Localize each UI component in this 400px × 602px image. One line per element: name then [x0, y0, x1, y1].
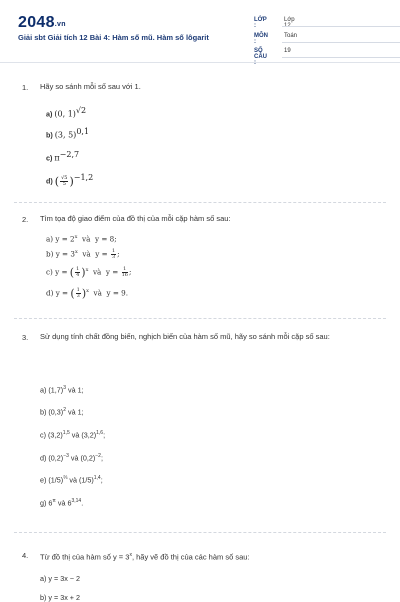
exponent: 1,4 [93, 475, 101, 481]
meta-key: MÔN : [254, 33, 268, 45]
value-1: (3,2) [48, 430, 63, 440]
fraction [111, 249, 116, 260]
exponent: 3 [63, 385, 66, 391]
question-text: Tìm tọa độ giao điểm của đồ thị của mỗi cặp hàm số sau: [40, 214, 231, 223]
fraction [122, 267, 128, 278]
value-2: (1/5) [78, 475, 94, 485]
fraction-numerator: 1 [111, 248, 116, 254]
function-1: y = 3 [55, 249, 75, 259]
item-label: c) [40, 430, 46, 440]
punctuation: ; [100, 453, 103, 463]
conjunction: và [93, 288, 102, 298]
conjunction: và [67, 407, 76, 417]
function-2: y = 9. [106, 288, 128, 298]
exponent: 1,5 [62, 430, 70, 436]
question-number: 3. [22, 333, 29, 342]
exponent: x [85, 267, 89, 274]
q2-item-d [46, 287, 128, 300]
item-exponent: √2 [75, 106, 87, 115]
item-label: a) [46, 109, 53, 119]
q1-item-b [46, 127, 89, 139]
item-base: (3, 5) [54, 130, 77, 140]
item-label: c) [46, 267, 53, 277]
q4-item-a [40, 574, 80, 583]
punctuation: . [81, 498, 84, 508]
paren-open: ( [70, 287, 75, 300]
question-number: 2. [22, 215, 29, 224]
item-exponent: 0,1 [76, 127, 90, 136]
punctuation: ; [128, 267, 132, 277]
paren-open: ( [54, 174, 60, 188]
q4-item-b [40, 593, 80, 602]
item-label: g) [40, 498, 47, 508]
question-separator [14, 202, 386, 203]
q3-item-e [40, 475, 103, 484]
value-2: 6 [67, 498, 72, 508]
paren-open: ( [69, 266, 75, 279]
function-1: y = 2 [55, 234, 75, 244]
item-label: d) [46, 176, 53, 186]
item-label: b) [40, 407, 47, 417]
item-label: a) [40, 574, 47, 583]
value-1: 6 [48, 498, 53, 508]
conjunction: và [82, 234, 91, 244]
question-separator [14, 318, 386, 319]
question-text [40, 549, 385, 564]
q2-item-b [46, 249, 120, 260]
value-1: (0,3) [48, 407, 64, 417]
q3-item-c [40, 430, 105, 439]
expression: y = 3x + 2 [48, 593, 80, 602]
expression: y = 3x − 2 [48, 574, 80, 583]
exponent: 3,14 [71, 498, 82, 504]
item-label: b) [46, 249, 54, 259]
fraction-numerator: √5 [61, 174, 68, 181]
conjunction: và [67, 385, 76, 395]
fraction [60, 176, 68, 187]
value-2: (0,2) [80, 453, 96, 463]
question-number: 4. [22, 551, 29, 560]
logo-suffix: .vn [54, 21, 66, 28]
exponent: x [74, 234, 78, 240]
exponent: x [74, 249, 78, 256]
paren-close: ) [69, 174, 74, 188]
question-text: Hãy so sánh mỗi số sau với 1. [40, 82, 141, 91]
question-separator [14, 532, 386, 533]
function-2: y = 8; [94, 234, 117, 244]
paren-close: ) [81, 287, 87, 300]
item-base: (0, 1) [54, 109, 76, 119]
meta-value: Toán [284, 33, 298, 39]
function-2: y = [105, 267, 121, 277]
value-1: (0,2) [48, 453, 64, 463]
conjunction: và [71, 430, 80, 440]
item-label: b) [46, 130, 53, 140]
item-label: a) [40, 385, 47, 395]
meta-underline [282, 26, 400, 27]
fraction-denominator: 3 [111, 254, 116, 260]
q2-item-c [46, 266, 131, 279]
item-label: a) [46, 234, 54, 244]
exponent: 1,6 [96, 430, 104, 436]
value-2: 1; [77, 407, 84, 417]
value-2: (3,2) [81, 430, 97, 440]
punctuation: ; [103, 430, 106, 440]
meta-value: 19 [284, 48, 291, 54]
value-1: (1,7) [48, 385, 64, 395]
conjunction: và [57, 498, 66, 508]
logo-text: 2048 [18, 14, 55, 31]
q3-item-b [40, 407, 84, 416]
meta-underline [282, 57, 400, 58]
exponent: π [52, 498, 56, 504]
fraction-numerator: 1 [76, 266, 80, 272]
q3-item-g [40, 498, 83, 507]
fraction [76, 288, 81, 299]
fraction-numerator: 1 [123, 266, 127, 272]
meta-key: SỐ CÂU : [254, 48, 267, 66]
q2-item-a [46, 234, 117, 243]
function-1: y = [55, 267, 70, 277]
item-base: π [54, 153, 60, 163]
question-number: 1. [22, 83, 29, 92]
header-divider [0, 62, 400, 63]
meta-underline [282, 42, 400, 43]
q3-item-d [40, 453, 103, 462]
question-text: Sử dụng tính chất đồng biến, nghịch biến của hàm số mũ, hãy so sánh mỗi cặp số sau: [40, 332, 330, 341]
q3-item-a [40, 385, 84, 394]
value-1: (1/5) [48, 475, 64, 485]
q1-item-a [46, 106, 86, 118]
item-label: d) [40, 453, 47, 463]
paren-close: ) [81, 266, 86, 279]
exponent: x [129, 552, 132, 558]
site-logo[interactable] [18, 14, 66, 32]
fraction-denominator: 16 [121, 272, 128, 278]
meta-key: LỚP : [254, 17, 267, 29]
value-2: 1; [77, 385, 84, 395]
item-label: b) [40, 593, 47, 602]
fraction-denominator: 5 [62, 180, 66, 187]
fraction-denominator: 4 [76, 272, 80, 278]
fraction [75, 267, 80, 278]
question-text-tail: , hãy vẽ đồ thị của các hàm số sau: [131, 552, 250, 562]
fraction-denominator: 3 [76, 293, 80, 299]
q1-item-d [46, 173, 93, 188]
exponent: −2 [95, 453, 101, 459]
exponent: ⅔ [63, 475, 68, 481]
conjunction: và [69, 475, 77, 485]
function-1: y = [55, 288, 71, 298]
exponent: −3 [63, 453, 69, 459]
function-2: y = [95, 249, 110, 259]
exponent: x [86, 288, 89, 295]
punctuation: ; [100, 475, 103, 485]
item-exponent: −1,2 [73, 173, 94, 182]
exponent: 2 [63, 407, 66, 413]
item-label: e) [40, 475, 47, 485]
question-text-main: Từ đồ thị của hàm số y = 3 [40, 552, 130, 562]
conjunction: và [92, 267, 102, 277]
item-label: c) [46, 153, 53, 163]
item-exponent: −2,7 [59, 150, 80, 159]
fraction-numerator: 1 [76, 287, 80, 293]
punctuation: ; [117, 249, 120, 259]
q1-item-c [46, 150, 79, 162]
item-label: d) [46, 288, 54, 298]
page-title: Giải sbt Giải tích 12 Bài 4: Hàm số mũ. Hàm số lôgarit [18, 33, 209, 42]
conjunction: và [70, 453, 79, 463]
conjunction: và [82, 249, 91, 259]
meta-value: Lớp 12 [284, 17, 295, 29]
